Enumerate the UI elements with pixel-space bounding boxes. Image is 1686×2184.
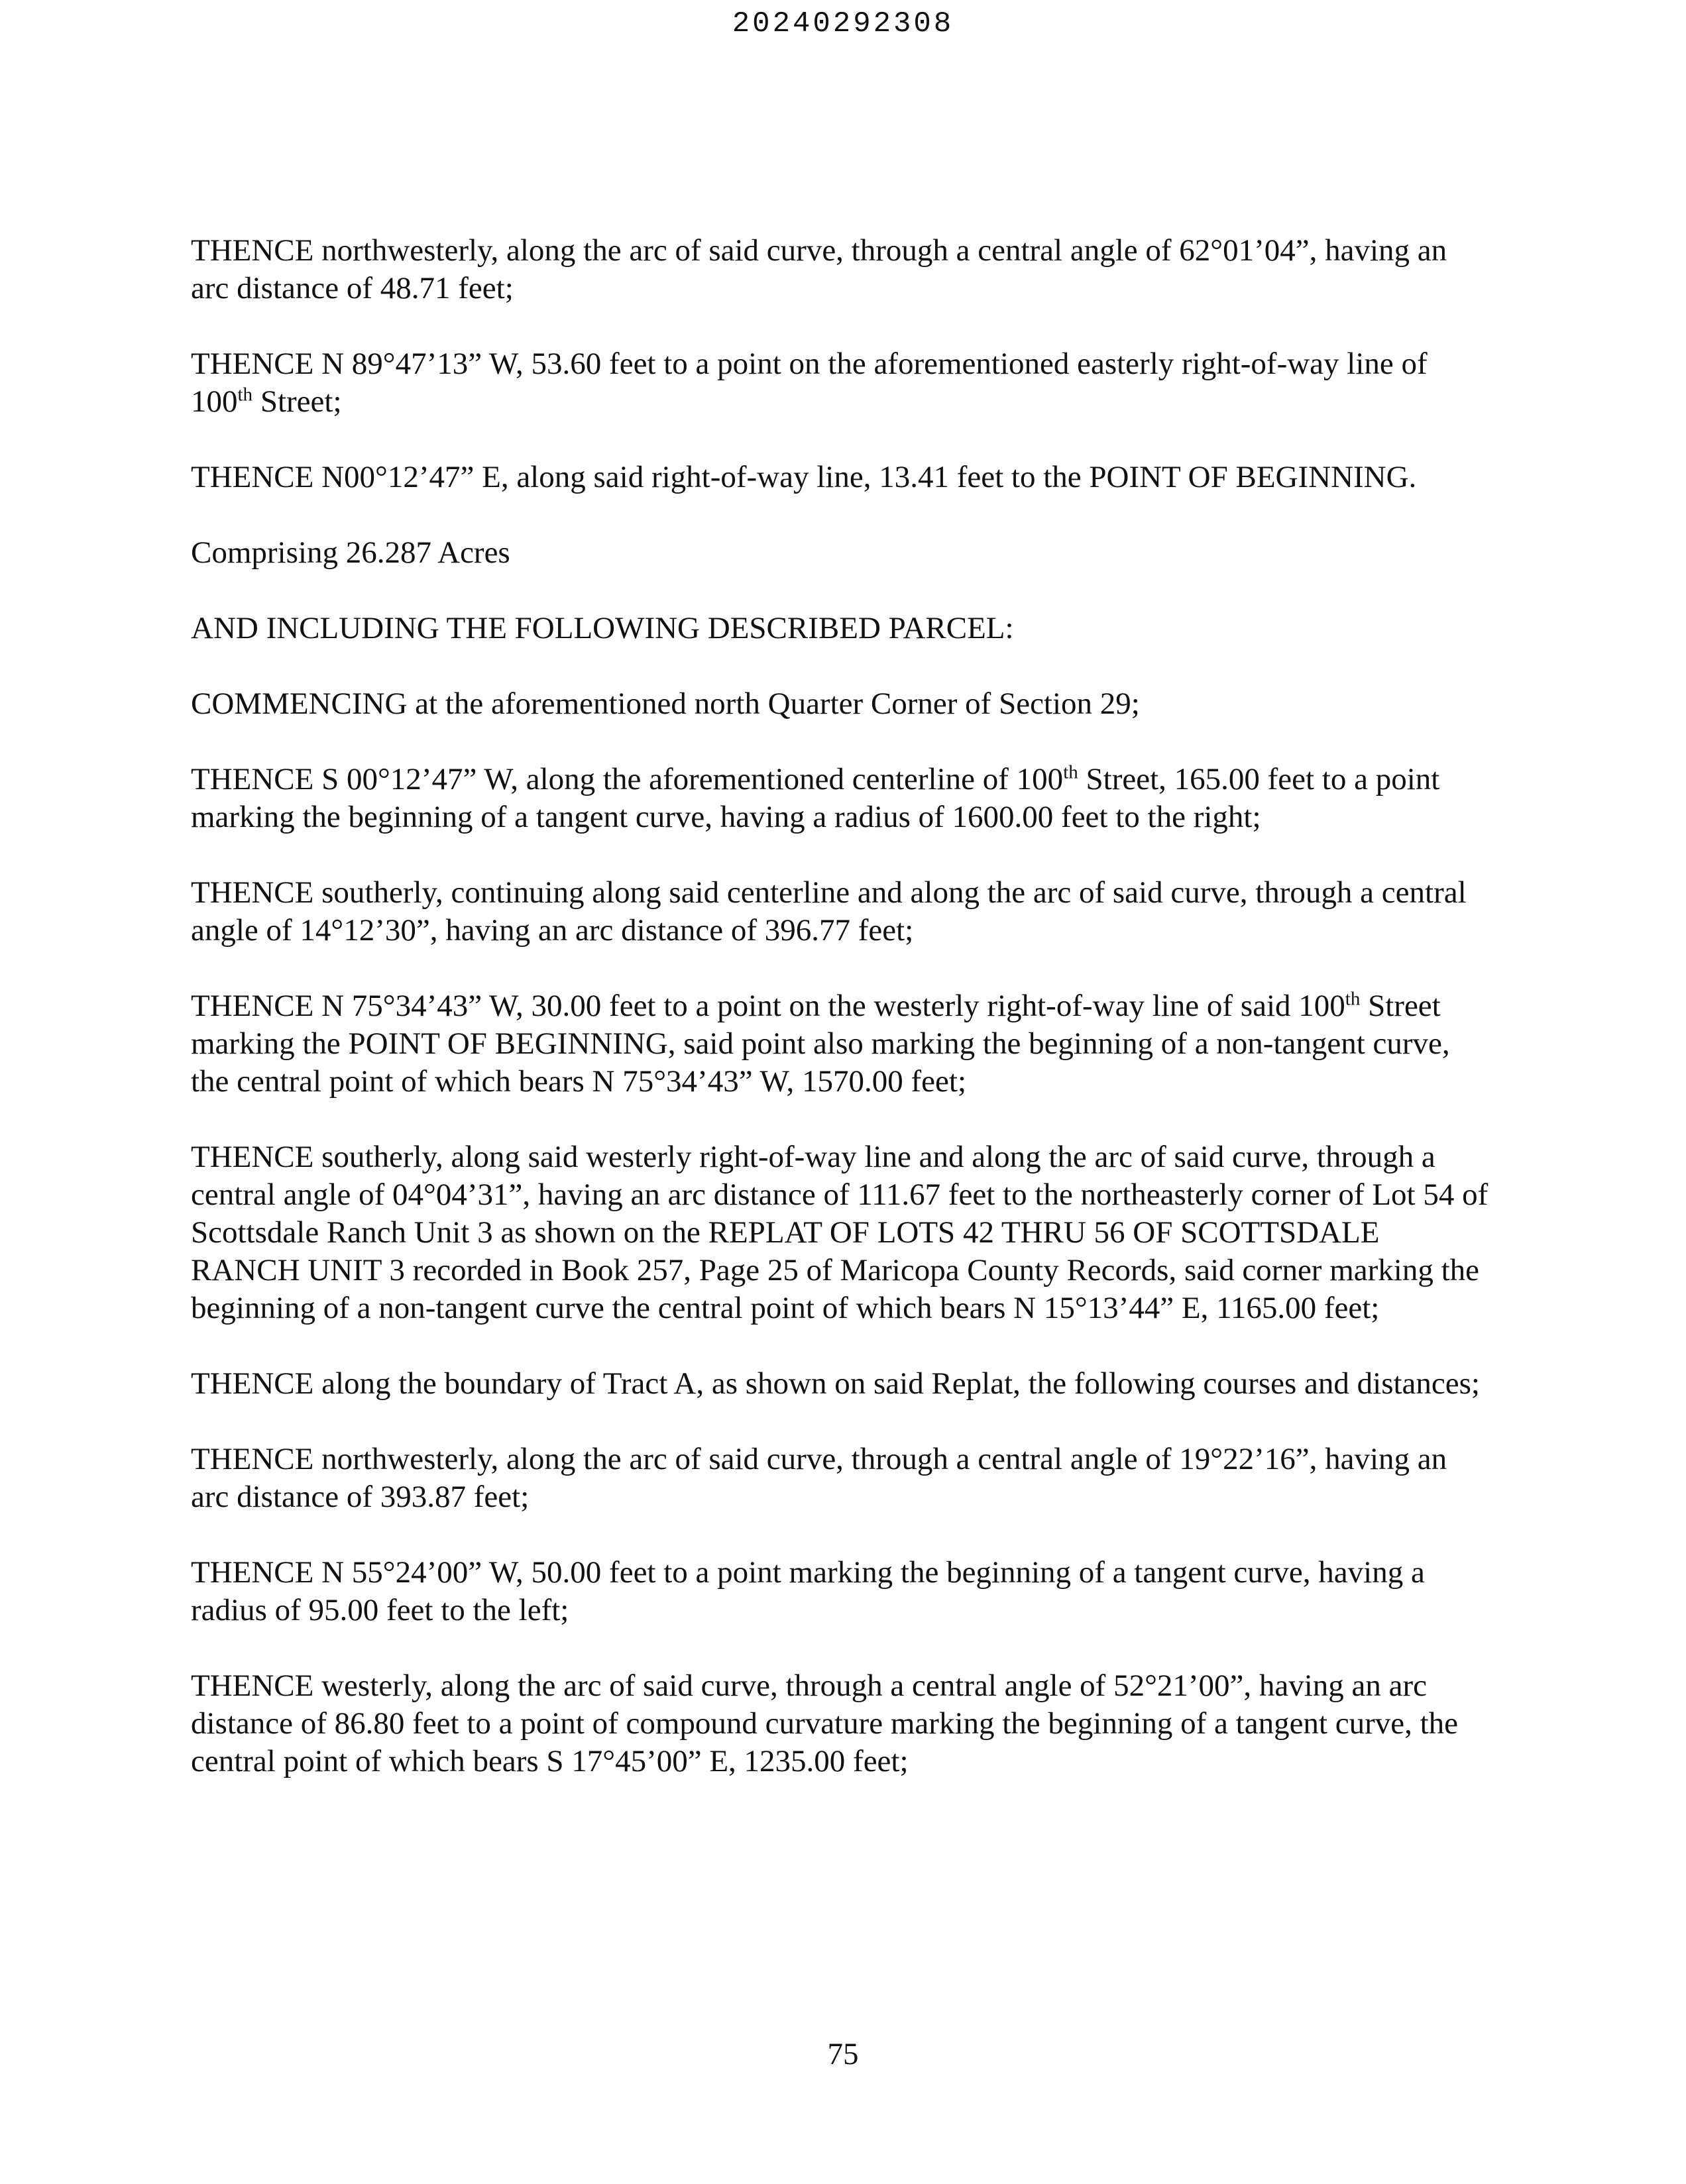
paragraph-text: THENCE N 75°34’43” W, 30.00 feet to a point on the westerly right-of-way line of said 100 bbox=[191, 989, 1345, 1023]
paragraph-course-n75 bbox=[191, 987, 1490, 1101]
paragraph-text: Street marking the POINT OF BEGINNING, said point also marking the beginning of a non-tangent curve, the central point of which bears N 75°34’43” W, 1570.00 feet; bbox=[191, 989, 1450, 1099]
paragraph-arc-northwesterly-2: THENCE northwesterly, along the arc of said curve, through a central angle of 19°22’16”, having an arc distance of 393.87 feet; bbox=[191, 1442, 1447, 1514]
page-number: 75 bbox=[827, 2037, 859, 2071]
paragraph-course-n00: THENCE N00°12’47” E, along said right-of-way line, 13.41 feet to the POINT OF BEGINNING. bbox=[191, 460, 1417, 494]
paragraph-tract-boundary: THENCE along the boundary of Tract A, as shown on said Replat, the following courses and distances; bbox=[191, 1366, 1480, 1401]
paragraph-arc-westerly-row: THENCE southerly, along said westerly right-of-way line and along the arc of said curve, through a central angle of 04°04’31”, having an arc distance of 111.67 feet to the northeasterly corner of Lot 54 of Scottsdale Ranch Unit 3 as shown on the REPLAT OF LOTS 42 THRU 56 OF SCOTTSDALE RANCH UNIT 3 recorded in Book 257, Page 25 of Maricopa County Records, said corner marking the beginning of a non-tangent curve the central point of which bears N 15°13’44” E, 1165.00 feet; bbox=[191, 1140, 1489, 1325]
paragraph-arc-northwesterly: THENCE northwesterly, along the arc of said curve, through a central angle of 62°01’04”, having an arc distance of 48.71 feet; bbox=[191, 233, 1447, 305]
legal-description bbox=[191, 232, 1490, 1818]
paragraph-course-n55: THENCE N 55°24’00” W, 50.00 feet to a point marking the beginning of a tangent curve, having a radius of 95.00 feet to the left; bbox=[191, 1555, 1425, 1627]
ordinal-suffix: th bbox=[1063, 761, 1078, 783]
paragraph-course-s00 bbox=[191, 761, 1490, 836]
paragraph-text: THENCE N 89°47’13” W, 53.60 feet to a point on the aforementioned easterly right-of-way line of 100 bbox=[191, 347, 1428, 419]
paragraph-arc-westerly: THENCE westerly, along the arc of said curve, through a central angle of 52°21’00”, having an arc distance of 86.80 feet to a point of compound curvature marking the beginning of a tangent curve, the central point of which bears S 17°45’00” E, 1235.00 feet; bbox=[191, 1668, 1459, 1778]
paragraph-text: Street, 165.00 feet to a point marking the beginning of a tangent curve, having a radius of 1600.00 feet to the right; bbox=[191, 762, 1440, 834]
ordinal-suffix: th bbox=[237, 384, 253, 406]
paragraph-text: THENCE S 00°12’47” W, along the aforementioned centerline of 100 bbox=[191, 762, 1064, 796]
paragraph-acreage: Comprising 26.287 Acres bbox=[191, 535, 510, 570]
paragraph-text: Street; bbox=[253, 384, 342, 419]
paragraph-including-parcel: AND INCLUDING THE FOLLOWING DESCRIBED PARCEL: bbox=[191, 611, 1014, 645]
document-number: 20240292308 bbox=[732, 7, 954, 40]
paragraph-commencing: COMMENCING at the aforementioned north Quarter Corner of Section 29; bbox=[191, 686, 1140, 721]
paragraph-course-n89 bbox=[191, 345, 1490, 421]
ordinal-suffix: th bbox=[1345, 988, 1361, 1010]
paragraph-arc-southerly: THENCE southerly, continuing along said centerline and along the arc of said curve, through a central angle of 14°12’30”, having an arc distance of 396.77 feet; bbox=[191, 875, 1467, 948]
